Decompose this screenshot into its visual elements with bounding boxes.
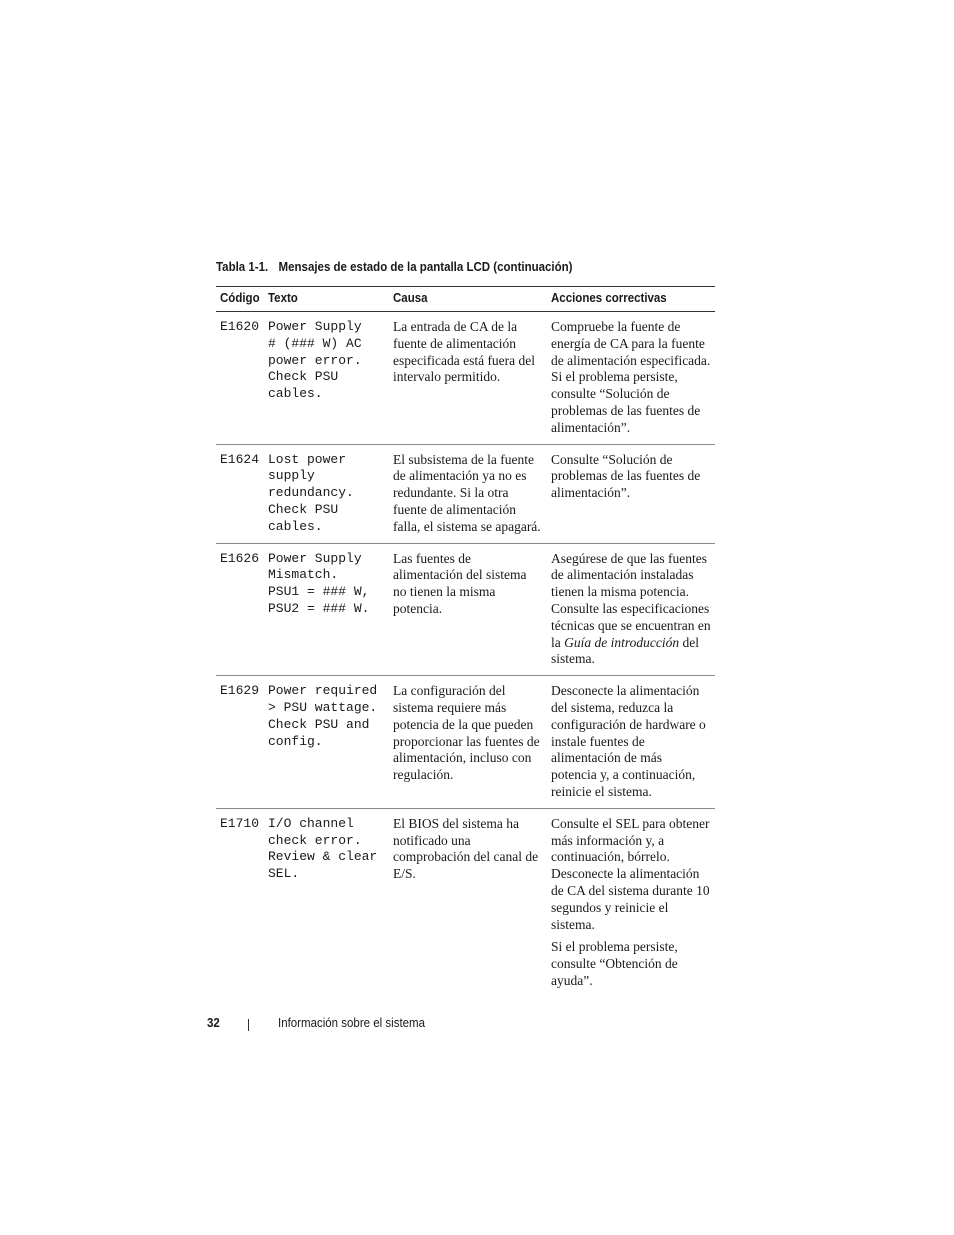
lcd-status-messages-table	[216, 286, 715, 997]
action-paragraph: Consulte el SEL para obtener más información y, a continuación, bórrelo. Desconecte la alimentación de CA del sistema durante 10 segundos y reinicie el sistema.	[551, 815, 710, 932]
table-caption	[216, 260, 573, 274]
code-cell: E1620	[216, 312, 264, 445]
header-code: Código	[216, 287, 264, 312]
action-cell	[547, 543, 715, 676]
footer-divider	[248, 1019, 249, 1031]
text-cell: Power required > PSU wattage. Check PSU and config.	[264, 676, 389, 809]
text-cell: I/O channel check error. Review & clear SEL.	[268, 815, 378, 882]
action-cell: Compruebe la fuente de energía de CA para la fuente de alimentación especificada. Si el problema persiste, consulte “Solución de problemas de las fuentes de alimentación”.	[547, 312, 715, 445]
action-cell: Consulte “Solución de problemas de las fuentes de alimentación”.	[547, 444, 715, 543]
action-cell: Desconecte la alimentación del sistema, reduzca la configuración de hardware o instale fuentes de alimentación de más potencia y, a continuación, reinicie el sistema.	[547, 676, 715, 809]
code-cell: E1626	[216, 543, 264, 676]
cause-cell: La entrada de CA de la fuente de alimentación especificada está fuera del intervalo permitido.	[389, 312, 547, 445]
code-cell: E1629	[216, 676, 264, 809]
cause-cell: La configuración del sistema requiere más potencia de la que pueden proporcionar las fuentes de alimentación, incluso con regulación.	[389, 676, 547, 809]
text-cell: Power Supply Mismatch. PSU1 = ### W, PSU2 = ### W.	[264, 543, 389, 676]
table-row	[216, 676, 715, 809]
header-text: Texto	[264, 287, 389, 312]
action-cell	[547, 808, 715, 996]
text-cell: Lost power supply redundancy. Check PSU cables.	[264, 444, 389, 543]
code-cell: E1624	[216, 444, 264, 543]
table-row	[216, 543, 715, 676]
text-cell: Power Supply # (### W) AC power error. Check PSU cables.	[264, 312, 389, 445]
cause-cell: Las fuentes de alimentación del sistema no tienen la misma potencia.	[389, 543, 547, 676]
table-caption-title: Mensajes de estado de la pantalla LCD (continuación)	[278, 260, 573, 274]
footer-section-title: Información sobre el sistema	[278, 1016, 426, 1030]
cause-cell: El BIOS del sistema ha notificado una comprobación del canal de E/S.	[393, 815, 539, 882]
table-row	[216, 312, 715, 445]
header-actions: Acciones correctivas	[547, 287, 715, 312]
table-row	[216, 808, 715, 996]
header-cause: Causa	[389, 287, 547, 312]
action-text-end: del sistema.	[551, 634, 699, 667]
code-cell: E1710	[220, 815, 260, 831]
table-header-row	[216, 287, 715, 312]
page-number: 32	[207, 1016, 220, 1030]
table-caption-label: Tabla 1-1.	[216, 260, 269, 274]
table-row	[216, 444, 715, 543]
action-text: Asegúrese de que las fuentes de alimentación instaladas tienen la misma potencia. Consulte las especificaciones técnicas que se encuentran en la	[551, 550, 711, 650]
cause-cell: El subsistema de la fuente de alimentación ya no es redundante. Si la otra fuente de alimentación falla, el sistema se apagará.	[389, 444, 547, 543]
action-paragraph-extra: Si el problema persiste, consulte “Obtención de ayuda”.	[551, 939, 678, 988]
guide-title: Guía de introducción	[564, 634, 680, 650]
